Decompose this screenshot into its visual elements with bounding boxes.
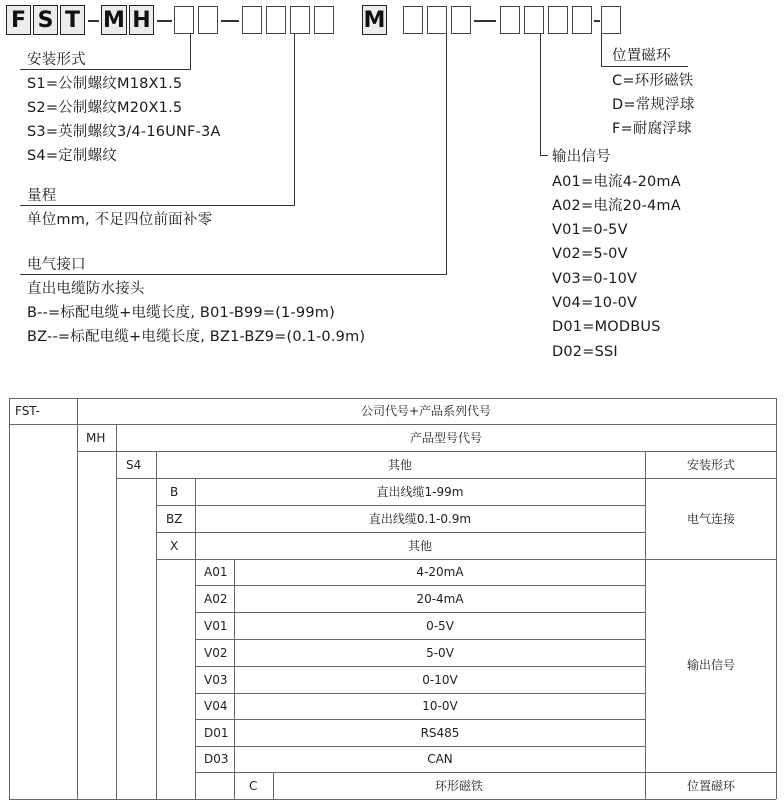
range-item: 单位mm, 不足四位前面补零 — [27, 212, 213, 228]
table-rule — [195, 746, 645, 747]
position-item: F=耐腐浮球 — [612, 121, 692, 137]
table-code: V01 — [204, 619, 228, 633]
table-code: C — [249, 779, 258, 793]
table-rule — [645, 451, 646, 799]
leader-line — [190, 34, 191, 70]
table-rule — [156, 451, 157, 799]
install-item: S2=公制螺纹M20X1.5 — [27, 100, 183, 116]
code-placeholder — [198, 6, 218, 34]
table-desc: RS485 — [420, 726, 460, 740]
table-rule — [776, 398, 777, 799]
code-dash — [221, 20, 239, 22]
table-desc: CAN — [427, 752, 453, 766]
output-item: V04=10-0V — [552, 295, 638, 311]
leader-line — [446, 34, 447, 275]
table-code: MH — [86, 431, 106, 445]
table-rule — [9, 398, 10, 799]
code-dash — [157, 20, 172, 22]
install-item: S4=定制螺纹 — [27, 148, 117, 164]
table-desc: 环形磁铁 — [434, 779, 484, 793]
table-rule — [273, 772, 274, 799]
leader-line — [540, 34, 541, 156]
output-item: V01=0-5V — [552, 222, 628, 238]
code-placeholder — [572, 6, 592, 34]
table-code: BZ — [166, 512, 183, 526]
table-code: A02 — [204, 592, 228, 606]
code-letter-t: T — [60, 5, 85, 35]
code-placeholder — [266, 6, 286, 34]
table-group: 输出信号 — [686, 658, 736, 672]
table-desc: 10-0V — [422, 699, 458, 713]
leader-line — [20, 274, 447, 275]
electric-title: 电气接口 — [27, 257, 86, 273]
table-rule — [116, 424, 117, 799]
table-desc: 4-20mA — [416, 565, 464, 579]
table-rule — [195, 666, 645, 667]
code-placeholder — [290, 6, 310, 34]
table-code: V02 — [204, 646, 228, 660]
code-letter-s: S — [33, 5, 58, 35]
install-item: S3=英制螺纹3/4-16UNF-3A — [27, 124, 221, 140]
table-desc: 直出线缆0.1-0.9m — [368, 512, 472, 526]
table-desc: 5-0V — [426, 646, 454, 660]
table-rule — [195, 478, 196, 799]
code-placeholder — [403, 6, 423, 34]
table-rule — [156, 559, 776, 560]
table-rule — [156, 505, 645, 506]
code-letter-f: F — [6, 5, 31, 35]
code-letter-h: H — [129, 5, 154, 35]
table-code: S4 — [126, 458, 142, 472]
table-desc: 直出线缆1-99m — [376, 485, 464, 499]
table-rule — [9, 398, 776, 399]
code-placeholder — [314, 6, 334, 34]
leader-line — [601, 34, 602, 67]
table-rule — [9, 424, 776, 425]
table-rule — [195, 612, 645, 613]
table-code: FST- — [15, 404, 40, 418]
table-rule — [77, 398, 78, 799]
table-desc: 产品型号代号 — [409, 431, 483, 445]
code-placeholder — [548, 6, 568, 34]
code-placeholder — [242, 6, 262, 34]
table-code: V03 — [204, 673, 228, 687]
table-rule — [195, 585, 645, 586]
range-title: 量程 — [27, 188, 57, 204]
output-item: D01=MODBUS — [552, 319, 661, 335]
table-desc: 0-5V — [426, 619, 454, 633]
install-title: 安装形式 — [27, 52, 86, 68]
output-item: V03=0-10V — [552, 271, 638, 287]
code-placeholder — [451, 6, 471, 34]
table-rule — [195, 693, 645, 694]
code-placeholder — [174, 6, 194, 34]
code-placeholder — [427, 6, 447, 34]
output-item: D02=SSI — [552, 344, 618, 360]
code-letter-m2: M — [362, 5, 387, 35]
electric-item: B--=标配电缆+电缆长度, B01-B99=(1-99m) — [27, 305, 335, 321]
code-placeholder — [500, 6, 520, 34]
electric-item: 直出电缆防水接头 — [27, 281, 145, 297]
table-desc: 0-10V — [422, 673, 458, 687]
position-item: D=常规浮球 — [612, 97, 695, 113]
table-code: B — [170, 485, 179, 499]
install-item: S1=公制螺纹M18X1.5 — [27, 76, 183, 92]
table-code: D01 — [204, 726, 229, 740]
output-title: 输出信号 — [552, 149, 611, 165]
code-letter-m: M — [101, 5, 127, 35]
table-group: 安装形式 — [686, 458, 736, 472]
table-group: 电气连接 — [686, 512, 736, 526]
code-placeholder — [524, 6, 544, 34]
code-placeholder — [601, 6, 621, 34]
table-rule — [234, 559, 235, 799]
table-desc: 其他 — [407, 539, 433, 553]
code-dash — [474, 20, 496, 22]
position-item: C=环形磁铁 — [612, 73, 694, 89]
table-rule — [195, 639, 645, 640]
table-code: D03 — [204, 752, 229, 766]
output-item: A02=电流20-4mA — [552, 198, 681, 214]
table-rule — [195, 719, 645, 720]
output-item: A01=电流4-20mA — [552, 174, 681, 190]
leader-line — [601, 66, 688, 67]
electric-item: BZ--=标配电缆+电缆长度, BZ1-BZ9=(0.1-0.9m) — [27, 329, 366, 345]
output-item: V02=5-0V — [552, 246, 628, 262]
leader-line — [20, 205, 295, 206]
leader-line — [294, 34, 295, 206]
code-dash — [88, 20, 99, 22]
code-dash — [594, 20, 600, 22]
table-code: X — [170, 539, 179, 553]
table-rule — [195, 772, 776, 773]
table-desc: 20-4mA — [416, 592, 464, 606]
table-rule — [77, 451, 776, 452]
table-rule — [9, 799, 776, 800]
table-desc: 其他 — [387, 458, 413, 472]
table-code: A01 — [204, 565, 228, 579]
table-group: 位置磁环 — [686, 779, 736, 793]
position-title: 位置磁环 — [612, 48, 671, 64]
table-code: V04 — [204, 699, 228, 713]
table-desc: 公司代号+产品系列代号 — [360, 404, 492, 418]
leader-line — [20, 69, 191, 70]
leader-line — [540, 155, 548, 156]
table-rule — [156, 532, 645, 533]
table-rule — [116, 478, 776, 479]
